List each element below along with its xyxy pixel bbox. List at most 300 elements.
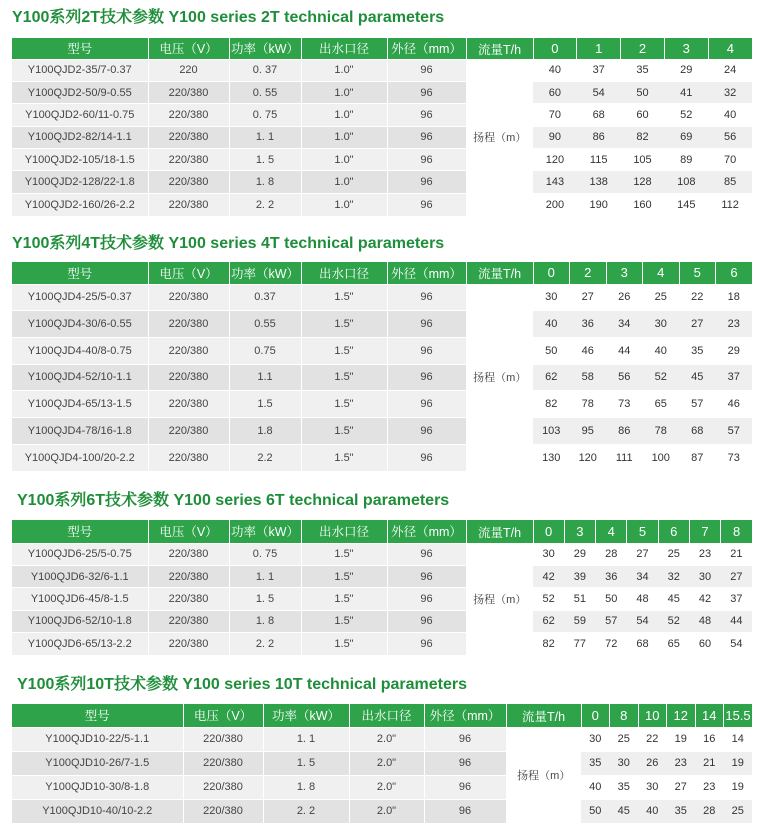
head-label-cell: 扬程（m） [506,727,581,823]
power-cell: 1. 8 [263,775,349,799]
power-cell: 1.8 [229,417,301,444]
voltage-cell: 220/380 [148,284,229,311]
power-cell: 0. 37 [229,59,301,81]
head-value-cell: 27 [667,775,696,799]
diameter-cell: 96 [387,104,466,126]
table-row [12,565,752,587]
head-value-cell: 62 [533,364,570,391]
head-value-cell: 111 [606,444,643,471]
model-cell: Y100QJD10-30/8-1.8 [12,775,183,799]
head-value-cell: 44 [721,610,752,632]
head-value-cell: 25 [610,727,639,751]
header-flow-value: 8 [610,704,639,727]
head-value-cell: 27 [679,311,716,338]
voltage-cell: 220/380 [148,337,229,364]
voltage-cell: 220/380 [183,751,263,775]
table-row [12,284,752,311]
head-value-cell: 18 [716,284,753,311]
voltage-cell: 220/380 [148,126,229,148]
header-flow-value: 2 [621,38,665,59]
header-row [12,262,752,284]
head-value-cell: 35 [581,751,610,775]
head-value-cell: 103 [533,417,570,444]
model-cell: Y100QJD2-160/26-2.2 [12,193,148,215]
table-row [12,417,752,444]
head-value-cell: 105 [621,149,665,171]
header-flow-value: 10 [638,704,667,727]
diameter-cell: 96 [387,311,466,338]
header-flow: 流量T/h [466,520,533,543]
power-cell: 0. 75 [229,104,301,126]
head-value-cell: 30 [533,284,570,311]
outlet-cell: 1.5" [301,588,387,610]
head-value-cell: 46 [716,391,753,418]
header-flow-value: 8 [721,520,752,543]
head-value-cell: 85 [708,171,752,193]
header-outlet: 出水口径 [301,520,387,543]
table-row [12,633,752,655]
head-value-cell: 68 [577,104,621,126]
header-outlet: 出水口径 [301,38,387,59]
header-flow-value: 6 [716,262,753,284]
header-flow-value: 0 [533,262,570,284]
head-value-cell: 16 [695,727,724,751]
diameter-cell: 96 [387,81,466,103]
head-value-cell: 26 [606,284,643,311]
header-voltage: 电压（V） [148,262,229,284]
header-model: 型号 [12,262,148,284]
head-value-cell: 82 [533,391,570,418]
diameter-cell: 96 [387,565,466,587]
head-value-cell: 19 [667,727,696,751]
power-cell: 1. 1 [263,727,349,751]
head-value-cell: 45 [658,588,689,610]
head-value-cell: 120 [570,444,607,471]
head-value-cell: 42 [533,565,564,587]
model-cell: Y100QJD4-30/6-0.55 [12,311,148,338]
header-flow-value: 4 [596,520,627,543]
table-title: Y100系列4T技术参数 Y100 series 4T technical parameters [12,235,445,252]
header-flow-value: 7 [689,520,720,543]
power-cell: 1. 5 [263,751,349,775]
head-value-cell: 52 [643,364,680,391]
voltage-cell: 220/380 [148,171,229,193]
voltage-cell: 220/380 [148,543,229,565]
model-cell: Y100QJD4-40/8-0.75 [12,337,148,364]
head-value-cell: 30 [581,727,610,751]
head-value-cell: 65 [643,391,680,418]
head-value-cell: 45 [679,364,716,391]
head-value-cell: 14 [724,727,753,751]
head-label-cell: 扬程（m） [466,543,533,655]
head-value-cell: 23 [695,775,724,799]
power-cell: 0. 75 [229,543,301,565]
head-value-cell: 29 [564,543,595,565]
head-value-cell: 52 [658,610,689,632]
head-value-cell: 86 [577,126,621,148]
head-value-cell: 62 [533,610,564,632]
head-value-cell: 52 [664,104,708,126]
head-value-cell: 40 [533,59,577,81]
head-value-cell: 22 [679,284,716,311]
head-value-cell: 59 [564,610,595,632]
head-value-cell: 58 [570,364,607,391]
head-value-cell: 50 [621,81,665,103]
power-cell: 2.2 [229,444,301,471]
header-flow-value: 3 [606,262,643,284]
model-cell: Y100QJD4-78/16-1.8 [12,417,148,444]
model-cell: Y100QJD4-65/13-1.5 [12,391,148,418]
model-cell: Y100QJD6-32/6-1.1 [12,565,148,587]
head-value-cell: 57 [679,391,716,418]
model-cell: Y100QJD6-52/10-1.8 [12,610,148,632]
diameter-cell: 96 [387,284,466,311]
head-value-cell: 56 [606,364,643,391]
model-cell: Y100QJD2-82/14-1.1 [12,126,148,148]
voltage-cell: 220/380 [183,775,263,799]
header-flow-value: 0 [533,520,564,543]
header-model: 型号 [12,38,148,59]
table-row [12,775,752,799]
head-value-cell: 145 [664,193,708,215]
table-row [12,126,752,148]
table-row [12,364,752,391]
head-value-cell: 138 [577,171,621,193]
table-row [12,727,752,751]
outlet-cell: 1.5" [301,610,387,632]
head-value-cell: 50 [596,588,627,610]
power-cell: 1. 1 [229,565,301,587]
head-value-cell: 45 [610,799,639,823]
model-cell: Y100QJD2-35/7-0.37 [12,59,148,81]
table-row [12,588,752,610]
head-value-cell: 30 [533,543,564,565]
head-value-cell: 46 [570,337,607,364]
head-value-cell: 82 [621,126,665,148]
header-power: 功率（kW） [229,262,301,284]
head-value-cell: 50 [581,799,610,823]
parameter-table [12,262,752,471]
head-value-cell: 39 [564,565,595,587]
table-row [12,337,752,364]
head-value-cell: 44 [606,337,643,364]
outlet-cell: 1.0" [301,193,387,215]
head-value-cell: 19 [724,775,753,799]
power-cell: 1. 1 [229,126,301,148]
table-title: Y100系列10T技术参数 Y100 series 10T technical parameters [17,676,468,693]
head-value-cell: 54 [721,633,752,655]
model-cell: Y100QJD2-105/18-1.5 [12,149,148,171]
header-diameter: 外径（mm） [387,520,466,543]
diameter-cell: 96 [387,417,466,444]
head-value-cell: 25 [724,799,753,823]
head-value-cell: 78 [643,417,680,444]
model-cell: Y100QJD6-25/5-0.75 [12,543,148,565]
header-flow-value: 0 [581,704,610,727]
head-value-cell: 37 [716,364,753,391]
head-value-cell: 89 [664,149,708,171]
model-cell: Y100QJD6-65/13-2.2 [12,633,148,655]
header-power: 功率（kW） [229,38,301,59]
head-value-cell: 48 [689,610,720,632]
table-row [12,149,752,171]
header-flow-value: 3 [664,38,708,59]
header-model: 型号 [12,520,148,543]
head-value-cell: 65 [658,633,689,655]
head-value-cell: 35 [667,799,696,823]
diameter-cell: 96 [424,799,506,823]
head-value-cell: 40 [643,337,680,364]
head-value-cell: 50 [533,337,570,364]
outlet-cell: 1.5" [301,337,387,364]
header-voltage: 电压（V） [148,38,229,59]
diameter-cell: 96 [387,126,466,148]
model-cell: Y100QJD4-52/10-1.1 [12,364,148,391]
head-value-cell: 36 [570,311,607,338]
outlet-cell: 2.0" [349,727,424,751]
voltage-cell: 220/380 [148,588,229,610]
voltage-cell: 220/380 [148,81,229,103]
head-value-cell: 108 [664,171,708,193]
header-flow: 流量T/h [466,262,533,284]
head-value-cell: 40 [638,799,667,823]
table-row [12,59,752,81]
head-value-cell: 77 [564,633,595,655]
head-value-cell: 54 [627,610,658,632]
head-value-cell: 37 [577,59,621,81]
head-value-cell: 23 [667,751,696,775]
voltage-cell: 220/380 [148,104,229,126]
power-cell: 1.5 [229,391,301,418]
head-value-cell: 29 [716,337,753,364]
head-value-cell: 27 [721,565,752,587]
voltage-cell: 220 [148,59,229,81]
diameter-cell: 96 [387,337,466,364]
header-outlet: 出水口径 [301,262,387,284]
head-value-cell: 72 [596,633,627,655]
head-value-cell: 40 [708,104,752,126]
header-flow: 流量T/h [506,704,581,727]
voltage-cell: 220/380 [148,417,229,444]
table-row [12,81,752,103]
header-row [12,704,752,727]
head-value-cell: 112 [708,193,752,215]
power-cell: 1. 5 [229,149,301,171]
header-row [12,38,752,59]
power-cell: 0. 55 [229,81,301,103]
voltage-cell: 220/380 [148,149,229,171]
head-value-cell: 40 [533,311,570,338]
outlet-cell: 1.5" [301,364,387,391]
head-value-cell: 29 [664,59,708,81]
outlet-cell: 1.5" [301,417,387,444]
head-value-cell: 22 [638,727,667,751]
head-value-cell: 120 [533,149,577,171]
head-value-cell: 57 [596,610,627,632]
table-row [12,543,752,565]
parameter-table [12,704,752,823]
head-value-cell: 90 [533,126,577,148]
head-value-cell: 54 [577,81,621,103]
head-value-cell: 21 [721,543,752,565]
outlet-cell: 1.5" [301,543,387,565]
power-cell: 2. 2 [229,193,301,215]
outlet-cell: 1.0" [301,149,387,171]
outlet-cell: 1.0" [301,81,387,103]
outlet-cell: 1.5" [301,565,387,587]
header-diameter: 外径（mm） [387,38,466,59]
head-value-cell: 73 [716,444,753,471]
head-value-cell: 100 [643,444,680,471]
model-cell: Y100QJD10-22/5-1.1 [12,727,183,751]
head-value-cell: 41 [664,81,708,103]
table-row [12,799,752,823]
head-value-cell: 28 [695,799,724,823]
head-value-cell: 95 [570,417,607,444]
head-value-cell: 200 [533,193,577,215]
header-flow: 流量T/h [466,38,533,59]
diameter-cell: 96 [387,171,466,193]
voltage-cell: 220/380 [183,727,263,751]
head-value-cell: 30 [643,311,680,338]
table-title: Y100系列6T技术参数 Y100 series 6T technical parameters [17,492,450,509]
voltage-cell: 220/380 [148,193,229,215]
diameter-cell: 96 [387,633,466,655]
outlet-cell: 2.0" [349,751,424,775]
power-cell: 1. 8 [229,610,301,632]
head-value-cell: 73 [606,391,643,418]
header-row [12,520,752,543]
outlet-cell: 1.0" [301,171,387,193]
head-value-cell: 34 [606,311,643,338]
head-value-cell: 27 [627,543,658,565]
parameter-table [12,520,752,655]
header-flow-value: 14 [695,704,724,727]
head-value-cell: 42 [689,588,720,610]
model-cell: Y100QJD2-50/9-0.55 [12,81,148,103]
table-row [12,104,752,126]
diameter-cell: 96 [387,391,466,418]
header-flow-value: 12 [667,704,696,727]
head-value-cell: 82 [533,633,564,655]
head-value-cell: 86 [606,417,643,444]
table-row [12,171,752,193]
diameter-cell: 96 [387,444,466,471]
diameter-cell: 96 [424,775,506,799]
voltage-cell: 220/380 [183,799,263,823]
head-value-cell: 57 [716,417,753,444]
header-power: 功率（kW） [263,704,349,727]
outlet-cell: 1.0" [301,59,387,81]
header-flow-value: 5 [627,520,658,543]
power-cell: 2. 2 [263,799,349,823]
head-value-cell: 130 [533,444,570,471]
head-value-cell: 115 [577,149,621,171]
diameter-cell: 96 [387,193,466,215]
head-value-cell: 56 [708,126,752,148]
model-cell: Y100QJD10-26/7-1.5 [12,751,183,775]
head-value-cell: 190 [577,193,621,215]
table-row [12,391,752,418]
power-cell: 2. 2 [229,633,301,655]
outlet-cell: 1.0" [301,126,387,148]
diameter-cell: 96 [387,149,466,171]
head-value-cell: 23 [689,543,720,565]
power-cell: 0.55 [229,311,301,338]
header-flow-value: 6 [658,520,689,543]
head-value-cell: 52 [533,588,564,610]
voltage-cell: 220/380 [148,565,229,587]
table-title: Y100系列2T技术参数 Y100 series 2T technical parameters [12,9,445,26]
head-value-cell: 30 [638,775,667,799]
table-row [12,444,752,471]
head-value-cell: 68 [679,417,716,444]
header-flow-value: 3 [564,520,595,543]
head-value-cell: 28 [596,543,627,565]
diameter-cell: 96 [387,59,466,81]
head-value-cell: 40 [581,775,610,799]
outlet-cell: 1.5" [301,311,387,338]
head-value-cell: 160 [621,193,665,215]
outlet-cell: 2.0" [349,775,424,799]
outlet-cell: 1.5" [301,284,387,311]
head-value-cell: 78 [570,391,607,418]
power-cell: 1. 8 [229,171,301,193]
outlet-cell: 2.0" [349,799,424,823]
header-diameter: 外径（mm） [387,262,466,284]
voltage-cell: 220/380 [148,633,229,655]
header-flow-value: 4 [643,262,680,284]
head-value-cell: 35 [610,775,639,799]
head-value-cell: 24 [708,59,752,81]
head-value-cell: 21 [695,751,724,775]
table-row [12,751,752,775]
table-row [12,610,752,632]
header-power: 功率（kW） [229,520,301,543]
voltage-cell: 220/380 [148,610,229,632]
head-value-cell: 143 [533,171,577,193]
head-value-cell: 26 [638,751,667,775]
head-value-cell: 87 [679,444,716,471]
voltage-cell: 220/380 [148,391,229,418]
model-cell: Y100QJD4-25/5-0.37 [12,284,148,311]
head-value-cell: 35 [621,59,665,81]
head-value-cell: 25 [658,543,689,565]
head-value-cell: 60 [533,81,577,103]
head-value-cell: 60 [689,633,720,655]
outlet-cell: 1.5" [301,391,387,418]
head-value-cell: 35 [679,337,716,364]
head-value-cell: 30 [689,565,720,587]
head-value-cell: 25 [643,284,680,311]
header-flow-value: 0 [533,38,577,59]
head-value-cell: 128 [621,171,665,193]
model-cell: Y100QJD2-128/22-1.8 [12,171,148,193]
head-value-cell: 30 [610,751,639,775]
head-value-cell: 23 [716,311,753,338]
head-value-cell: 37 [721,588,752,610]
voltage-cell: 220/380 [148,364,229,391]
model-cell: Y100QJD6-45/8-1.5 [12,588,148,610]
header-voltage: 电压（V） [148,520,229,543]
power-cell: 1. 5 [229,588,301,610]
voltage-cell: 220/380 [148,444,229,471]
header-flow-value: 15.5 [724,704,753,727]
model-cell: Y100QJD2-60/11-0.75 [12,104,148,126]
outlet-cell: 1.0" [301,104,387,126]
head-value-cell: 69 [664,126,708,148]
header-outlet: 出水口径 [349,704,424,727]
